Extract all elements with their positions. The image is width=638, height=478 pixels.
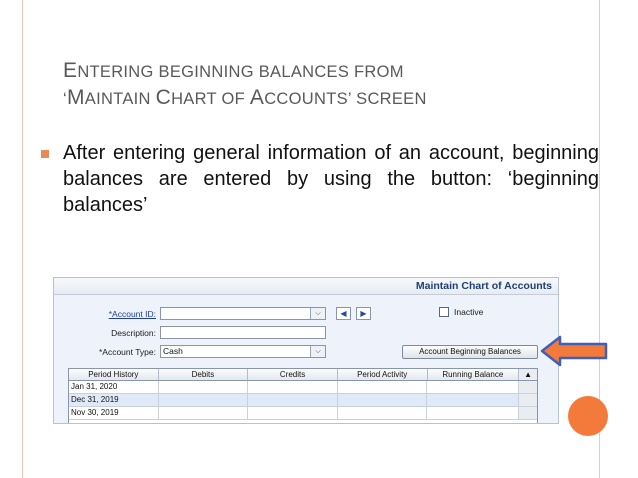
description-field[interactable] — [160, 326, 326, 339]
cell-debits[interactable] — [159, 381, 249, 393]
cell-period[interactable]: Nov 30, 2019 — [69, 407, 159, 419]
account-type-label: *Account Type: — [98, 347, 156, 357]
cell-credits[interactable] — [248, 407, 338, 419]
cell-debits[interactable] — [159, 394, 249, 406]
pointer-arrow-icon — [540, 334, 610, 368]
cell-activity — [338, 394, 428, 406]
cell-credits[interactable] — [248, 394, 338, 406]
cell-running-balance — [427, 394, 519, 406]
arrow-left-icon: ◀ — [340, 309, 347, 318]
account-type-value: Cash — [163, 346, 183, 356]
cell-running-balance — [427, 381, 519, 393]
header-credits[interactable]: Credits — [248, 369, 338, 380]
cell-credits[interactable] — [248, 381, 338, 393]
bullet-marker — [41, 150, 49, 158]
bullet-text: After entering general information of an account, beginning balances are entered by using the button: ‘beginning balances’ — [63, 142, 599, 216]
decorative-circle — [568, 396, 608, 436]
title-line-1: ENTERING BEGINNING BALANCES FROM — [63, 59, 404, 82]
table-row[interactable] — [69, 394, 537, 407]
cell-running-balance — [427, 407, 519, 419]
next-record-button[interactable] — [356, 307, 371, 320]
screen-title: Maintain Chart of Accounts — [415, 280, 552, 292]
header-period-history[interactable]: Period History — [69, 369, 159, 380]
cell-activity — [338, 407, 428, 419]
grid-header — [69, 369, 537, 381]
chevron-down-icon[interactable]: ⌵ — [310, 346, 325, 357]
account-id-label[interactable]: *Account ID: — [108, 309, 156, 319]
prev-record-button[interactable] — [336, 307, 351, 320]
scrollbar-track[interactable] — [519, 381, 537, 393]
header-running-balance[interactable]: Running Balance — [428, 369, 520, 380]
scroll-up-icon[interactable]: ▲ — [519, 369, 537, 380]
account-beginning-balances-button[interactable]: Account Beginning Balances — [402, 345, 538, 359]
account-id-field[interactable] — [160, 307, 326, 320]
title-line-2: ‘MAINTAIN CHART OF ACCOUNTS’ SCREEN — [63, 86, 427, 109]
cell-period[interactable]: Jan 31, 2020 — [69, 381, 159, 393]
table-row[interactable] — [69, 407, 537, 420]
scrollbar-track[interactable] — [519, 394, 537, 406]
account-type-select[interactable] — [160, 345, 326, 358]
description-label: Description: — [111, 328, 156, 338]
cell-debits[interactable] — [159, 407, 249, 419]
screen-header — [54, 278, 558, 295]
header-debits[interactable]: Debits — [159, 369, 249, 380]
arrow-shape — [542, 337, 606, 365]
chevron-down-icon[interactable]: ⌵ — [310, 308, 325, 319]
cell-period[interactable]: Dec 31, 2019 — [69, 394, 159, 406]
inactive-label: Inactive — [454, 307, 484, 317]
maintain-accounts-screenshot — [53, 277, 559, 424]
header-period-activity[interactable]: Period Activity — [338, 369, 428, 380]
table-row[interactable] — [69, 381, 537, 394]
slide-title — [63, 58, 583, 112]
scrollbar-track[interactable] — [519, 407, 537, 419]
cell-activity — [338, 381, 428, 393]
inactive-checkbox[interactable] — [439, 307, 449, 317]
arrow-right-icon: ▶ — [360, 309, 367, 318]
period-history-grid — [68, 368, 538, 424]
